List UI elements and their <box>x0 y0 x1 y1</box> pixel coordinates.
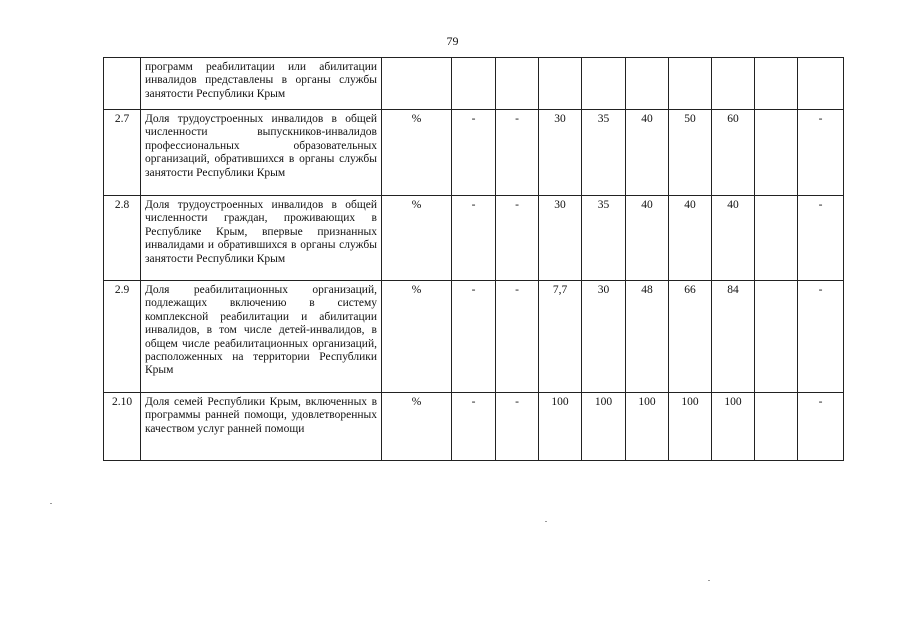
row-number: 2.7 <box>104 110 141 196</box>
value-cell: 7,7 <box>539 281 582 393</box>
value-cell: 30 <box>539 110 582 196</box>
value-cell: 30 <box>539 196 582 281</box>
indicator-description: Доля трудоустроенных инвалидов в общей численности граждан, проживающих в Республике Крым, впервые признанных инвалидами и обратившихся в органы службы занятости Республики Крым <box>141 196 382 281</box>
value-cell <box>755 196 798 281</box>
scan-speck <box>708 580 710 581</box>
value-cell <box>755 110 798 196</box>
value-cell: 100 <box>626 393 669 461</box>
value-cell <box>539 58 582 110</box>
row-number: 2.10 <box>104 393 141 461</box>
value-cell <box>755 58 798 110</box>
value-cell: 100 <box>582 393 626 461</box>
indicator-description: Доля реабилитационных организаций, подлежащих включению в систему комплексной реабилитации и абилитации инвалидов, в том числе детей-инвалидов, в общем числе реабилитационных организаций, расположенных на территории Республики Крым <box>141 281 382 393</box>
value-cell: - <box>496 110 539 196</box>
value-cell: - <box>452 281 496 393</box>
value-cell: - <box>798 281 844 393</box>
table-row <box>104 281 844 393</box>
value-cell <box>755 393 798 461</box>
table-row <box>104 393 844 461</box>
unit-cell: % <box>382 281 452 393</box>
value-cell <box>755 281 798 393</box>
value-cell: - <box>496 281 539 393</box>
value-cell: 100 <box>712 393 755 461</box>
value-cell: 100 <box>539 393 582 461</box>
scan-speck <box>545 521 547 522</box>
value-cell: - <box>496 393 539 461</box>
value-cell <box>496 58 539 110</box>
value-cell: - <box>798 393 844 461</box>
indicator-description: Доля трудоустроенных инвалидов в общей численности выпускников-инвалидов профессиональных образовательных организаций, обратившихся в органы службы занятости Республики Крым <box>141 110 382 196</box>
row-number: 2.8 <box>104 196 141 281</box>
unit-cell: % <box>382 110 452 196</box>
value-cell: 35 <box>582 196 626 281</box>
table-row <box>104 196 844 281</box>
indicators-table <box>103 57 844 461</box>
indicator-description: программ реабилитации или абилитации инвалидов представлены в органы службы занятости Республики Крым <box>141 58 382 110</box>
value-cell <box>626 58 669 110</box>
value-cell: 66 <box>669 281 712 393</box>
value-cell: 40 <box>669 196 712 281</box>
row-number <box>104 58 141 110</box>
value-cell <box>669 58 712 110</box>
value-cell: - <box>798 196 844 281</box>
indicator-description: Доля семей Республики Крым, включенных в программы ранней помощи, удовлетворенных качеством услуг ранней помощи <box>141 393 382 461</box>
table-row <box>104 58 844 110</box>
value-cell: 50 <box>669 110 712 196</box>
value-cell: - <box>798 110 844 196</box>
value-cell <box>712 58 755 110</box>
value-cell: 35 <box>582 110 626 196</box>
value-cell <box>798 58 844 110</box>
scan-speck <box>50 503 52 504</box>
value-cell: 40 <box>712 196 755 281</box>
value-cell: 60 <box>712 110 755 196</box>
unit-cell: % <box>382 196 452 281</box>
value-cell: 40 <box>626 110 669 196</box>
value-cell: - <box>452 196 496 281</box>
unit-cell: % <box>382 393 452 461</box>
value-cell <box>452 58 496 110</box>
value-cell: 48 <box>626 281 669 393</box>
unit-cell <box>382 58 452 110</box>
value-cell: - <box>452 393 496 461</box>
page-number: 79 <box>446 34 459 48</box>
value-cell: - <box>452 110 496 196</box>
value-cell: 100 <box>669 393 712 461</box>
value-cell: - <box>496 196 539 281</box>
value-cell: 84 <box>712 281 755 393</box>
value-cell <box>582 58 626 110</box>
row-number: 2.9 <box>104 281 141 393</box>
table-row <box>104 110 844 196</box>
value-cell: 40 <box>626 196 669 281</box>
value-cell: 30 <box>582 281 626 393</box>
